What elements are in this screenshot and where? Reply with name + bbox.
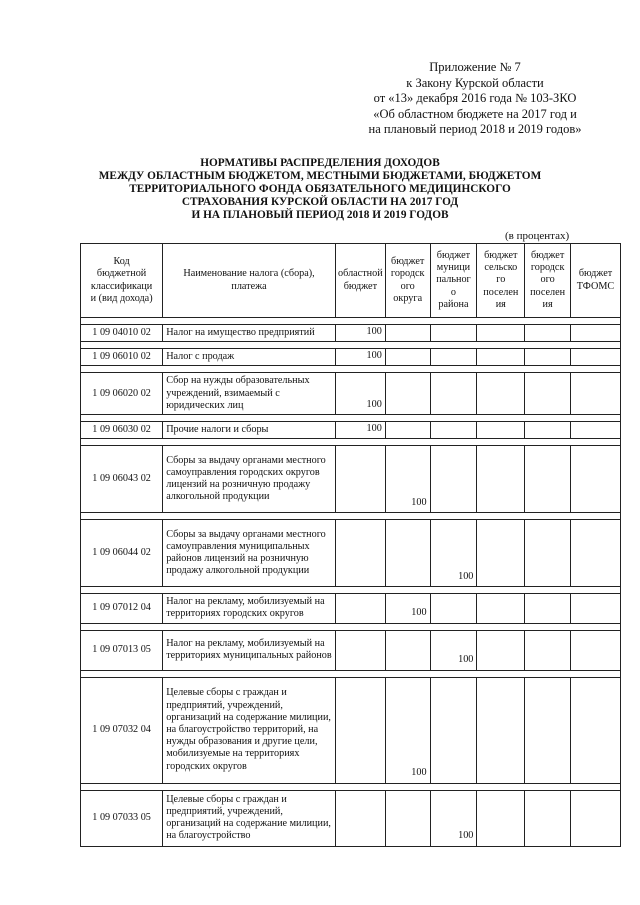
gap-cell: [385, 439, 430, 446]
table-row: [81, 422, 621, 439]
value-cell: 100: [430, 790, 477, 846]
value-cell: [335, 520, 385, 587]
value-cell: [477, 349, 525, 366]
gap-cell: [477, 783, 525, 790]
gap-cell: [430, 415, 477, 422]
header-line: бюджет: [578, 268, 613, 280]
gap-cell: [477, 318, 525, 325]
unit-note: (в процентах): [505, 230, 570, 242]
table-row: [81, 630, 621, 670]
gap-cell: [525, 318, 571, 325]
value-cell: [430, 325, 477, 342]
value-cell: [477, 373, 525, 415]
value-cell: 100: [430, 520, 477, 587]
table-body: [81, 318, 621, 847]
header-line: бюджет: [484, 249, 518, 261]
gap-cell: [163, 587, 336, 594]
document-title: [80, 157, 560, 222]
header-urban-settlement: [525, 244, 571, 318]
value-cell: [571, 790, 621, 846]
gap-cell: [571, 439, 621, 446]
header-line: бюджет: [436, 249, 471, 261]
gap-cell: [385, 342, 430, 349]
row-gap: [81, 513, 621, 520]
appendix-line: Приложение № 7: [429, 60, 521, 74]
name-cell: Прочие налоги и сборы: [163, 422, 336, 439]
name-cell: Налог на имущество предприятий: [163, 325, 336, 342]
value-cell: [525, 677, 571, 783]
header-line: и (вид дохода): [90, 292, 153, 304]
title-line: СТРАХОВАНИЯ КУРСКОЙ ОБЛАСТИ НА 2017 ГОД: [181, 196, 459, 208]
value-cell: [525, 325, 571, 342]
gap-cell: [81, 439, 163, 446]
code-cell: 1 09 06030 02: [81, 422, 163, 439]
value-cell: [477, 422, 525, 439]
gap-cell: [525, 366, 571, 373]
value-cell: [525, 349, 571, 366]
gap-cell: [81, 513, 163, 520]
gap-cell: [477, 670, 525, 677]
value-cell: [571, 349, 621, 366]
value-cell: [525, 630, 571, 670]
gap-cell: [525, 587, 571, 594]
code-cell: 1 09 04010 02: [81, 325, 163, 342]
header-regional: [335, 244, 385, 318]
value-cell: 100: [335, 373, 385, 415]
value-cell: [571, 373, 621, 415]
value-cell: [477, 520, 525, 587]
table-row: [81, 446, 621, 513]
code-cell: 1 09 07013 05: [81, 630, 163, 670]
header-code: [81, 244, 163, 318]
gap-cell: [430, 318, 477, 325]
table-row: [81, 373, 621, 415]
value-cell: [335, 677, 385, 783]
gap-cell: [335, 783, 385, 790]
gap-cell: [335, 670, 385, 677]
code-cell: 1 09 06044 02: [81, 520, 163, 587]
gap-cell: [163, 415, 336, 422]
gap-cell: [477, 415, 525, 422]
value-cell: [477, 446, 525, 513]
gap-cell: [385, 623, 430, 630]
header-line: городск: [390, 268, 425, 280]
row-gap: [81, 342, 621, 349]
name-cell: Целевые сборы с граждан и предприятий, учреждений, организаций на содержание милиции, на благоустройство: [163, 790, 336, 846]
gap-cell: [385, 513, 430, 520]
header-line: района: [438, 298, 469, 310]
header-municipal-district: [430, 244, 477, 318]
value-cell: [385, 520, 430, 587]
name-cell: Налог с продаж: [163, 349, 336, 366]
header-line: о: [450, 286, 457, 298]
table-row: [81, 790, 621, 846]
header-line: ия: [542, 298, 553, 310]
value-cell: [477, 594, 525, 623]
header-line: пальног: [436, 274, 471, 286]
code-cell: 1 09 07012 04: [81, 594, 163, 623]
header-name: [163, 244, 336, 318]
gap-cell: [430, 439, 477, 446]
value-cell: 100: [430, 630, 477, 670]
value-cell: [335, 446, 385, 513]
gap-cell: [335, 513, 385, 520]
header-line: ТФОМС: [576, 280, 615, 292]
header-line: областной: [338, 268, 383, 280]
value-cell: [477, 790, 525, 846]
header-line: округа: [393, 292, 423, 304]
header-line: Код: [113, 256, 130, 268]
appendix-line: на плановый период 2018 и 2019 годов»: [368, 122, 582, 136]
value-cell: [571, 446, 621, 513]
gap-cell: [525, 623, 571, 630]
header-line: бюджетной: [96, 268, 147, 280]
gap-cell: [163, 783, 336, 790]
header-line: классификаци: [90, 280, 153, 292]
value-cell: 100: [385, 677, 430, 783]
value-cell: [571, 325, 621, 342]
value-cell: [571, 422, 621, 439]
value-cell: 100: [385, 446, 430, 513]
gap-cell: [81, 366, 163, 373]
table-row: [81, 677, 621, 783]
value-cell: [525, 373, 571, 415]
gap-cell: [81, 318, 163, 325]
gap-cell: [571, 623, 621, 630]
gap-cell: [81, 415, 163, 422]
table-row: [81, 520, 621, 587]
value-cell: [335, 630, 385, 670]
header-line: бюджет: [343, 280, 378, 292]
value-cell: [335, 594, 385, 623]
code-cell: 1 09 06020 02: [81, 373, 163, 415]
gap-cell: [335, 366, 385, 373]
name-cell: Сборы за выдачу органами местного самоуправления городских округов лицензий на розничную продажу алкогольной продукции: [163, 446, 336, 513]
gap-cell: [430, 366, 477, 373]
header-tfoms: [571, 244, 621, 318]
gap-cell: [335, 439, 385, 446]
gap-cell: [571, 366, 621, 373]
value-cell: [571, 630, 621, 670]
value-cell: [430, 594, 477, 623]
gap-cell: [335, 318, 385, 325]
gap-cell: [163, 366, 336, 373]
header-line: поселен: [483, 286, 519, 298]
value-cell: [525, 446, 571, 513]
gap-cell: [385, 318, 430, 325]
title-line: ТЕРРИТОРИАЛЬНОГО ФОНДА ОБЯЗАТЕЛЬНОГО МЕДИЦИНСКОГО: [129, 183, 511, 195]
gap-cell: [477, 587, 525, 594]
gap-cell: [430, 587, 477, 594]
table-row: [81, 594, 621, 623]
gap-cell: [430, 670, 477, 677]
row-gap: [81, 623, 621, 630]
gap-cell: [81, 783, 163, 790]
value-cell: [477, 630, 525, 670]
gap-cell: [430, 783, 477, 790]
value-cell: [525, 520, 571, 587]
appendix-line: от «13» декабря 2016 года № 103-ЗКО: [373, 91, 577, 105]
value-cell: 100: [335, 325, 385, 342]
gap-cell: [477, 439, 525, 446]
appendix-note: [330, 60, 620, 138]
value-cell: [385, 790, 430, 846]
name-cell: Сбор на нужды образовательных учреждений, взимаемый с юридических лиц: [163, 373, 336, 415]
value-cell: [525, 594, 571, 623]
value-cell: [525, 790, 571, 846]
header-line: ого: [540, 274, 555, 286]
value-cell: [477, 677, 525, 783]
value-cell: 100: [335, 422, 385, 439]
value-cell: [335, 790, 385, 846]
name-cell: Сборы за выдачу органами местного самоуправления муниципальных районов лицензий на розничную продажу алкогольной продукции: [163, 520, 336, 587]
value-cell: [385, 373, 430, 415]
title-line: МЕЖДУ ОБЛАСТНЫМ БЮДЖЕТОМ, МЕСТНЫМИ БЮДЖЕТАМИ, БЮДЖЕТОМ: [98, 170, 542, 182]
gap-cell: [81, 623, 163, 630]
row-gap: [81, 587, 621, 594]
header-line: сельско: [484, 262, 518, 274]
gap-cell: [430, 342, 477, 349]
gap-cell: [385, 366, 430, 373]
gap-cell: [571, 415, 621, 422]
value-cell: 100: [385, 594, 430, 623]
gap-cell: [81, 670, 163, 677]
gap-cell: [525, 783, 571, 790]
value-cell: [385, 349, 430, 366]
gap-cell: [335, 587, 385, 594]
gap-cell: [163, 513, 336, 520]
row-gap: [81, 318, 621, 325]
value-cell: [430, 373, 477, 415]
table-row: [81, 349, 621, 366]
gap-cell: [477, 342, 525, 349]
header-line: ого: [400, 280, 415, 292]
gap-cell: [571, 670, 621, 677]
gap-cell: [385, 670, 430, 677]
name-cell: Налог на рекламу, мобилизуемый на территориях городских округов: [163, 594, 336, 623]
row-gap: [81, 366, 621, 373]
header-city-district: [385, 244, 430, 318]
gap-cell: [335, 623, 385, 630]
row-gap: [81, 439, 621, 446]
header-line: городск: [530, 262, 565, 274]
gap-cell: [571, 513, 621, 520]
code-cell: 1 09 06010 02: [81, 349, 163, 366]
gap-cell: [571, 587, 621, 594]
gap-cell: [385, 415, 430, 422]
header-rural-settlement: [477, 244, 525, 318]
code-cell: 1 09 06043 02: [81, 446, 163, 513]
gap-cell: [385, 783, 430, 790]
gap-cell: [477, 623, 525, 630]
gap-cell: [571, 783, 621, 790]
header-line: ия: [495, 298, 506, 310]
gap-cell: [571, 318, 621, 325]
revenue-distribution-table: [80, 243, 621, 847]
value-cell: [430, 349, 477, 366]
table-header-row: [81, 244, 621, 318]
gap-cell: [525, 439, 571, 446]
appendix-line: к Закону Курской области: [406, 75, 544, 90]
value-cell: [571, 677, 621, 783]
value-cell: [525, 422, 571, 439]
gap-cell: [477, 513, 525, 520]
gap-cell: [430, 513, 477, 520]
gap-cell: [163, 342, 336, 349]
gap-cell: [163, 318, 336, 325]
gap-cell: [335, 415, 385, 422]
value-cell: [430, 677, 477, 783]
gap-cell: [163, 623, 336, 630]
title-line: И НА ПЛАНОВЫЙ ПЕРИОД 2018 И 2019 ГОДОВ: [191, 209, 449, 221]
header-line: поселен: [530, 286, 566, 298]
row-gap: [81, 783, 621, 790]
gap-cell: [81, 342, 163, 349]
row-gap: [81, 415, 621, 422]
header-line: платежа: [231, 280, 267, 292]
header-line: бюджет: [391, 256, 425, 268]
code-cell: 1 09 07032 04: [81, 677, 163, 783]
gap-cell: [430, 623, 477, 630]
value-cell: [385, 325, 430, 342]
header-line: го: [496, 274, 506, 286]
row-gap: [81, 670, 621, 677]
name-cell: Целевые сборы с граждан и предприятий, учреждений, организаций на содержание милиции, на благоустройство территорий, на нужды образования и другие цели, мобилизуемые на территориях городских округов: [163, 677, 336, 783]
gap-cell: [571, 342, 621, 349]
gap-cell: [81, 587, 163, 594]
gap-cell: [525, 513, 571, 520]
value-cell: [477, 325, 525, 342]
gap-cell: [477, 366, 525, 373]
gap-cell: [525, 415, 571, 422]
value-cell: [571, 520, 621, 587]
gap-cell: [163, 670, 336, 677]
gap-cell: [335, 342, 385, 349]
title-line: НОРМАТИВЫ РАСПРЕДЕЛЕНИЯ ДОХОДОВ: [200, 157, 440, 169]
header-line: бюджет: [530, 249, 565, 261]
value-cell: [571, 594, 621, 623]
header-line: Наименование налога (сбора),: [183, 268, 315, 280]
appendix-line: «Об областном бюджете на 2017 год и: [373, 106, 577, 121]
value-cell: [430, 422, 477, 439]
gap-cell: [525, 342, 571, 349]
name-cell: Налог на рекламу, мобилизуемый на территориях муниципальных районов: [163, 630, 336, 670]
value-cell: [430, 446, 477, 513]
value-cell: 100: [335, 349, 385, 366]
table-row: [81, 325, 621, 342]
gap-cell: [163, 439, 336, 446]
gap-cell: [525, 670, 571, 677]
gap-cell: [385, 587, 430, 594]
header-line: муници: [436, 262, 471, 274]
code-cell: 1 09 07033 05: [81, 790, 163, 846]
value-cell: [385, 630, 430, 670]
value-cell: [385, 422, 430, 439]
